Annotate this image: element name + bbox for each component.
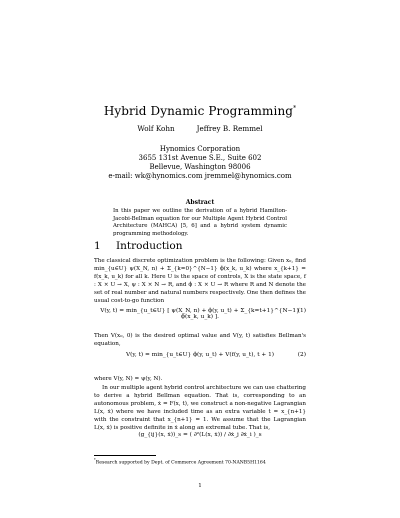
- footnote-rule: [94, 455, 156, 456]
- equation-expression: V(y, t) = min_{u_t∈U} ϕ(y, u_t) + V(f(y, u_t), t + 1): [125, 352, 275, 358]
- affiliation-line: Bellevue, Washington 98006: [149, 163, 251, 171]
- paper-title: Hybrid Dynamic Programming*: [103, 104, 297, 118]
- body-paragraph: where V(y, N) = ψ(y, N).: [94, 376, 163, 382]
- affiliation-line: 3655 131st Avenue S.E., Suite 602: [138, 154, 262, 162]
- abstract-text: In this paper we outline the derivation of a hybrid Hamilton-Jacobi-Bellman equation for our Multiple Agent Hybrid Control Architecture (MAHCA) [5, 6] and a hybrid system dynamic programming methodology.: [113, 208, 287, 237]
- footnote: [94, 458, 306, 466]
- affiliation-line: Hynomics Corporation: [159, 145, 241, 153]
- equation: [94, 432, 306, 446]
- body-paragraph: In our multiple agent hybrid control architecture we can use chattering to derive a hybrid Bellman equation. That is, corresponding to an autonomous problem, ẋ = F(x, t), we construct a non-negative Lagrangian L(x, ẋ) where we have included time as an extra variable t = x_{n+1} with the constraint that x_{n+1} = 1. We assume that the Lagrangian L(x, ẋ) is positive definite in ẋ along an extremal tube. That is,: [94, 385, 306, 431]
- footnote-text: Research supported by Dept. of Commerce Agreement 70-NANB5H1164: [95, 460, 266, 466]
- affiliation-email: e-mail: wk@hynomics.com jremmel@hynomics.com: [108, 172, 292, 180]
- body-paragraph: The classical discrete optimization problem is the following: Given x₀, find min_{u∈U} ψ(X_N, n) + Σ_{k=0}^{N−1} ϕ(x_k, u_k) where x_{k+1} = f(x_k, u_k) for all k. Here U is the space of controls, X is the state space, f : X × U → X, ψ : X × N → R, and ϕ : X × U → R where R and N denote the set of real number and natural numbers respectively. One then defines the usual cost-to-go function: [94, 258, 306, 304]
- abstract-heading: Abstract: [185, 199, 215, 206]
- page-number: 1: [198, 483, 202, 489]
- equation-expression: (g_{ij}(x, ẋ))_s = ( ∂²(L(x, ẋ)) / ∂ẋ_j ∂ẋ_i )_s: [138, 432, 262, 438]
- equation: [94, 308, 306, 322]
- author-name: Wolf Kohn: [137, 124, 175, 133]
- equation-expression: V(y, t) = min_{u_t∈U} [ ψ(X_N, n) + ϕ(y, u_t) + Σ_{k=t+1}^{N−1} ϕ(x_k, u_k) ].: [100, 308, 300, 320]
- section-title: Introduction: [116, 240, 183, 252]
- equation-number: (1): [297, 308, 306, 314]
- author-name: Jeffrey B. Remmel: [196, 124, 263, 133]
- body-paragraph: Then V(x₀, 0) is the desired optimal value and V(y, t) satisfies Bellman's equation,: [94, 333, 306, 347]
- equation: [94, 352, 306, 366]
- equation-number: (2): [297, 352, 306, 358]
- section-number: 1: [94, 240, 101, 252]
- title-footnote-mark: *: [293, 105, 297, 112]
- section-heading: [94, 240, 183, 252]
- author-list: [0, 124, 400, 133]
- footnote-mark: *: [94, 458, 96, 462]
